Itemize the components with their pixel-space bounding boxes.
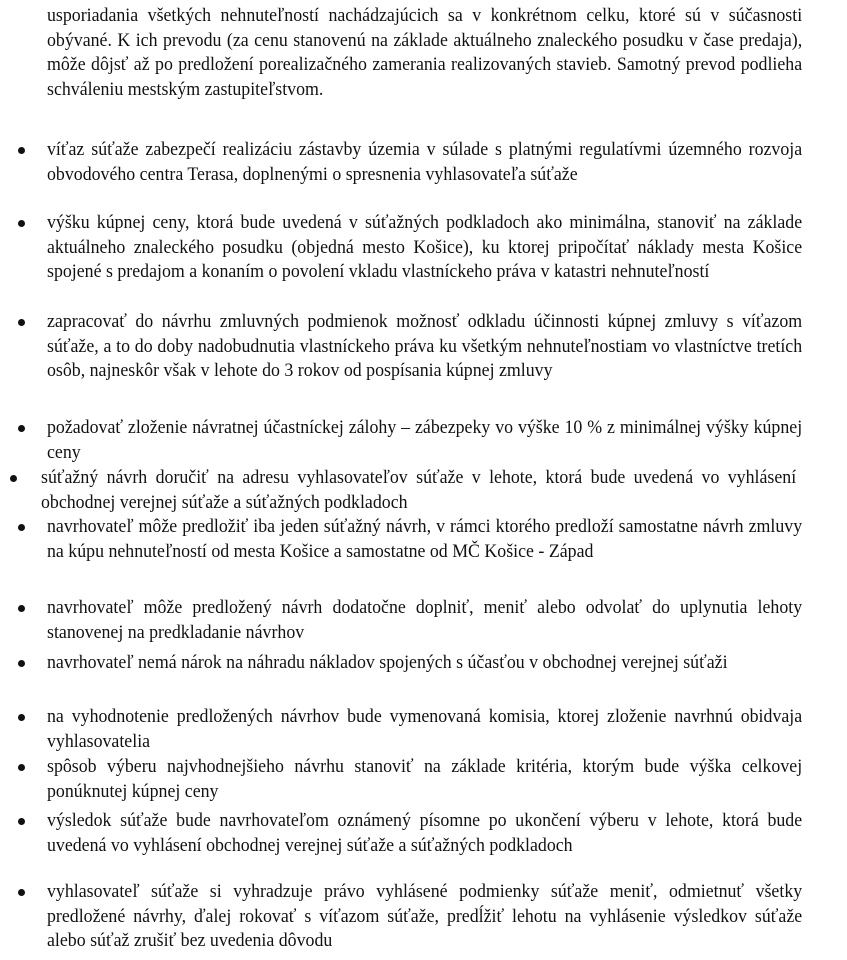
bullet-icon bbox=[18, 319, 25, 326]
list-item-text: navrhovateľ môže predložený návrh dodatočne doplniť, meniť alebo odvolať do uplynutia lehoty stanovenej na predkladanie návrhov bbox=[47, 597, 803, 643]
bullet-icon bbox=[18, 764, 25, 771]
list-item-text: výsledok súťaže bude navrhovateľom oznámený písomne po ukončení výberu v lehote, ktorá bude uvedená vo vyhlásení obchodnej verejnej súťaže a súťažných podkladoch bbox=[47, 810, 803, 856]
bullet-icon bbox=[18, 425, 25, 432]
bullet-icon bbox=[18, 147, 25, 154]
list-item-text: vyhlasovateľ súťaže si vyhradzuje právo vyhlásené podmienky súťaže meniť, odmietnuť všetky predložené návrhy, ďalej rokovať s víťazom súťaže, predĺžiť lehotu na vyhlásenie výsledkov súťaže alebo súťaž zrušiť bez uvedenia dôvodu bbox=[47, 881, 803, 952]
bullet-icon bbox=[18, 524, 25, 531]
intro-paragraph: usporiadania všetkých nehnuteľností nachádzajúcich sa v konkrétnom celku, ktoré sú v súčasnosti obývané. K ich prevodu (za cenu stanovenú na základe aktuálneho znaleckého posudku v čase predaja), môže dôjsť až po predložení porealizačného zamerania realizovaných stavieb. Samotný prevod podlieha schváleniu mestským zastupiteľstvom. bbox=[47, 5, 803, 100]
bullet-icon bbox=[18, 714, 25, 721]
bullet-icon bbox=[18, 660, 25, 667]
bullet-icon bbox=[10, 475, 17, 482]
list-item-text: výšku kúpnej ceny, ktorá bude uvedená v súťažných podkladoch ako minimálna, stanoviť na základe aktuálneho znaleckého posudku (objedná mesto Košice), ku ktorej pripočítať náklady mesta Košice spojené s predajom a konaním o povolení vkladu vlastníckeho práva v katastri nehnuteľností bbox=[47, 212, 803, 283]
list-item-text: navrhovateľ nemá nárok na náhradu nákladov spojených s účasťou v obchodnej verejnej súťaži bbox=[47, 652, 728, 673]
list-item-text: požadovať zloženie návratnej účastníckej zálohy – zábezpeky vo výške 10 % z minimálnej výšky kúpnej ceny bbox=[47, 417, 803, 463]
list-item-text: navrhovateľ môže predložiť iba jeden súťažný návrh, v rámci ktorého predloží samostatne návrh zmluvy na kúpu nehnuteľností od mesta Košice a samostatne od MČ Košice - Západ bbox=[47, 516, 803, 562]
bullet-icon bbox=[18, 889, 25, 896]
list-item-text: na vyhodnotenie predložených návrhov bude vymenovaná komisia, ktorej zloženie navrhnú obidvaja vyhlasovatelia bbox=[47, 706, 803, 752]
list-item-text: súťažný návrh doručiť na adresu vyhlasovateľov súťaže v lehote, ktorá bude uvedená vo vyhlásení obchodnej verejnej súťaže a súťažných podkladoch bbox=[41, 467, 797, 513]
bullet-icon bbox=[18, 220, 25, 227]
list-item-text: spôsob výberu najvhodnejšieho návrhu stanoviť na základe kritéria, ktorým bude výška celkovej ponúknutej kúpnej ceny bbox=[47, 756, 803, 802]
bullet-icon bbox=[18, 818, 25, 825]
bullet-icon bbox=[18, 605, 25, 612]
list-item-text: zapracovať do návrhu zmluvných podmienok možnosť odkladu účinnosti kúpnej zmluvy s víťazom súťaže, a to do doby nadobudnutia vlastníckeho práva ku všetkým nehnuteľnostiam vo vlastníctve tretích osôb, najneskôr však v lehote do 3 rokov od pospísania kúpnej zmluvy bbox=[47, 311, 803, 382]
list-item-text: víťaz súťaže zabezpečí realizáciu zástavby územia v súlade s platnými regulatívmi územného rozvoja obvodového centra Terasa, doplnenými o spresnenia vyhlasovateľa súťaže bbox=[47, 139, 803, 185]
